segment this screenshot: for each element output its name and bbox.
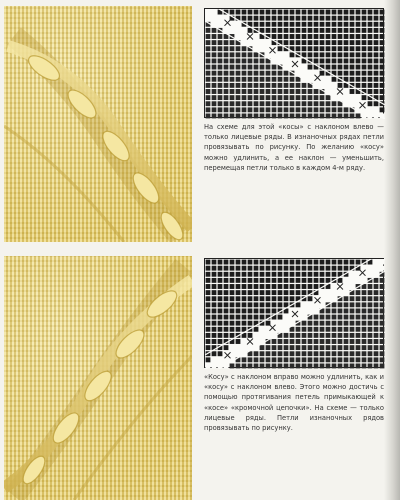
book-spine-shadow: [384, 0, 400, 500]
knit-sample-photo-left-cable: [4, 6, 192, 242]
cable-overlay: [4, 256, 192, 500]
chart-cross-mark: [292, 311, 298, 317]
knitting-chart-1: [204, 8, 384, 118]
cable-overlay: [4, 6, 192, 242]
knitting-chart-grid-icon: [205, 9, 385, 119]
knitting-chart-grid-icon: [205, 259, 385, 369]
caption-1: На схеме для этой «косы» с наклоном влево — только лицевые ряды. В изнаночных рядах петли провязывать по рисунку. По желанию «косу» можно удлинить, а ее наклон — уменьшить, перемещая петли только в каждом 4-м ряду.: [204, 123, 384, 172]
knit-sample-photo-right-cable: [4, 256, 192, 500]
chart-cross-mark: [292, 61, 298, 67]
knitting-chart-2: [204, 258, 384, 368]
caption-2: «Косу» с наклоном вправо можно удлинить, как и «косу» с наклоном влево. Этого можно достичь с помощью протягивания петель примыкающей к «косе» «кромочной цепочки». На схеме — только лицевые ряды. Петли изнаночных рядов провязывать по рисунку.: [204, 373, 384, 433]
